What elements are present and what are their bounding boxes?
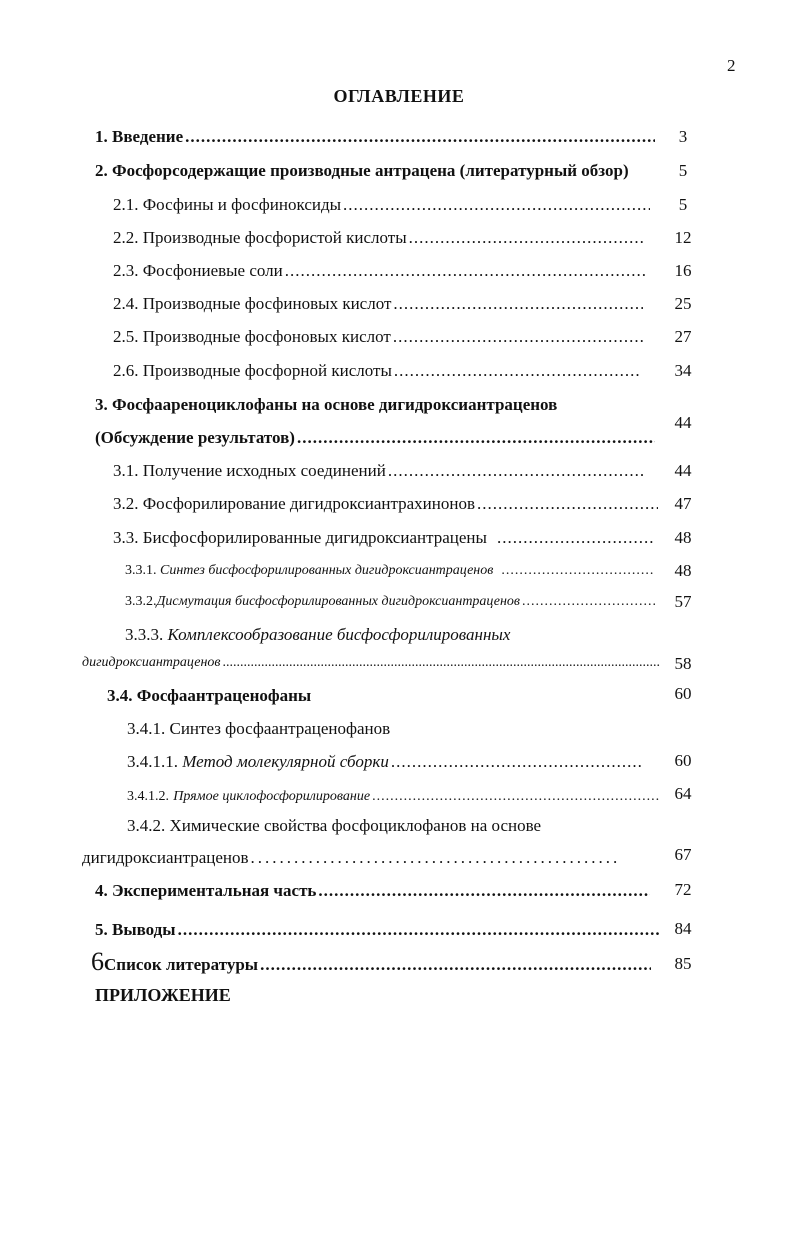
toc-entry-2-2 (113, 228, 645, 248)
dot-leader (297, 428, 655, 448)
toc-entry-3-3-3-line1 (125, 625, 510, 645)
dot-leader (372, 789, 660, 805)
dot-leader (343, 195, 650, 215)
toc-entry-title: 2.3. Фосфониевые соли (113, 261, 283, 280)
toc-page-number: 48 (674, 561, 692, 580)
handwritten-mark: 6 (91, 947, 104, 976)
toc-entry-3-3 (113, 528, 655, 548)
dot-leader (477, 494, 658, 514)
toc-page-number: 48 (674, 528, 692, 547)
toc-entry-title: Прямое циклофосфорилирование (173, 789, 371, 804)
toc-entry-title: 2.4. Производные фосфиновых кислот (113, 294, 392, 313)
toc-page-number: 3 (678, 127, 688, 146)
toc-entry-2-1 (113, 195, 650, 215)
toc-page-number: 34 (674, 361, 692, 380)
toc-page-number: 84 (674, 919, 692, 938)
toc-entry-title: 3.3. Бисфосфорилированные дигидроксиантрацены (113, 528, 487, 547)
toc-entry-3-1 (113, 461, 643, 481)
toc-page-number: 72 (674, 880, 692, 899)
toc-entry-title: 5. Выводы (95, 920, 176, 939)
toc-entry-number: 3.3.1. (125, 563, 157, 578)
toc-entry-2-6 (113, 361, 640, 381)
page-number: 2 (727, 56, 736, 75)
dot-leader (388, 461, 643, 481)
dot-leader (522, 594, 655, 610)
toc-entry-number: 3.3.3. (125, 625, 164, 644)
toc-entry-title: Метод молекулярной сборки (182, 752, 389, 771)
toc-entry-title: 2.2. Производные фосфористой кислоты (113, 228, 407, 247)
toc-entry-number: 3.3.2. (125, 594, 157, 609)
dot-leader (393, 327, 643, 347)
toc-entry-title: 1. Введение (95, 127, 184, 146)
dot-leader (393, 294, 643, 314)
dot-leader (285, 261, 647, 281)
toc-entry-3-3-3-line2 (82, 655, 660, 671)
toc-entry-3-4-1-2 (127, 785, 660, 805)
toc-page-number: 5 (678, 161, 688, 180)
dot-leader (318, 881, 650, 901)
appendix-heading: ПРИЛОЖЕНИЕ (95, 985, 231, 1005)
toc-entry-number: 3.4.1.1. (127, 752, 178, 771)
toc-entry-3-4-1: 3.4.1. Синтез фосфаантраценофанов (127, 719, 391, 738)
toc-entry-title: 2.5. Производные фосфоновых кислот (113, 327, 391, 346)
dot-leader (251, 848, 617, 868)
toc-page-number: 60 (674, 751, 692, 770)
toc-heading: ОГЛАВЛЕНИЕ (333, 86, 465, 106)
dot-leader (501, 563, 655, 579)
toc-entry-title: Дисмутация бисфосфорилированных дигидроксиантраценов (156, 594, 521, 609)
toc-page-number: 16 (674, 261, 692, 280)
toc-entry-experimental (95, 881, 650, 901)
toc-entry-discussion-line2 (95, 428, 655, 448)
dot-leader (409, 228, 645, 248)
toc-entry-title: дигидроксиантраценов (82, 655, 221, 670)
toc-entry-3-2 (113, 494, 658, 514)
toc-page-number: 60 (674, 684, 692, 703)
toc-entry-title: 2.6. Производные фосфорной кислоты (113, 361, 392, 380)
toc-page-number: 44 (674, 413, 692, 432)
dot-leader (391, 752, 643, 772)
toc-page-number: 44 (674, 461, 692, 480)
toc-entry-2-5 (113, 327, 643, 347)
toc-entry-3-4: 3.4. Фосфаантраценофаны (107, 686, 312, 705)
toc-entry-title: 4. Экспериментальная часть (95, 881, 317, 900)
toc-entry-3-4-2-line2 (82, 848, 617, 868)
toc-entry-2-4 (113, 294, 643, 314)
toc-page-number: 85 (674, 954, 692, 973)
toc-page-number: 25 (674, 294, 692, 313)
dot-leader (178, 920, 660, 940)
toc-page-number: 12 (674, 228, 692, 247)
toc-page-number: 47 (674, 494, 692, 513)
toc-entry-title: 3.2. Фосфорилирование дигидроксиантрахинонов (113, 494, 475, 513)
dot-leader (394, 361, 640, 381)
toc-entry-3-4-1-1 (127, 752, 643, 772)
toc-entry-3-3-2 (125, 594, 655, 610)
dot-leader (497, 528, 655, 548)
dot-leader (185, 127, 655, 147)
toc-entry-title: (Обсуждение результатов) (95, 428, 295, 447)
toc-page-number: 67 (674, 845, 692, 864)
toc-page-number: 5 (678, 195, 688, 214)
toc-entry-3-4-2-line1: 3.4.2. Химические свойства фосфоциклофанов на основе (127, 816, 542, 835)
toc-entry-number: 3.4.1.2. (127, 789, 169, 804)
toc-entry-title: дигидроксиантраценов (82, 848, 249, 867)
toc-page-number: 27 (674, 327, 692, 346)
toc-entry-references (91, 947, 651, 976)
toc-entry-title: 3.1. Получение исходных соединений (113, 461, 386, 480)
toc-entry-title: Комплексообразование бисфосфорилированных (167, 625, 511, 644)
toc-page-number: 64 (674, 784, 692, 803)
toc-entry-2-3 (113, 261, 647, 281)
dot-leader (260, 955, 651, 975)
toc-entry-conclusions (95, 920, 660, 940)
toc-entry-3-3-1 (125, 563, 655, 579)
toc-entry-title: 2.1. Фосфины и фосфиноксиды (113, 195, 342, 214)
toc-entry-discussion-line1: 3. Фосфаареноциклофаны на основе дигидроксиантраценов (95, 395, 558, 414)
toc-page-number: 57 (674, 592, 692, 611)
toc-entry-introduction (95, 127, 655, 147)
toc-entry-title: Синтез бисфосфорилированных дигидроксиантраценов (160, 563, 494, 578)
dot-leader (223, 655, 661, 671)
toc-page-number: 58 (674, 654, 692, 673)
toc-entry-title: Список литературы (104, 955, 259, 974)
toc-entry-literature-review: 2. Фосфорсодержащие производные антрацена (литературный обзор) (95, 161, 629, 180)
